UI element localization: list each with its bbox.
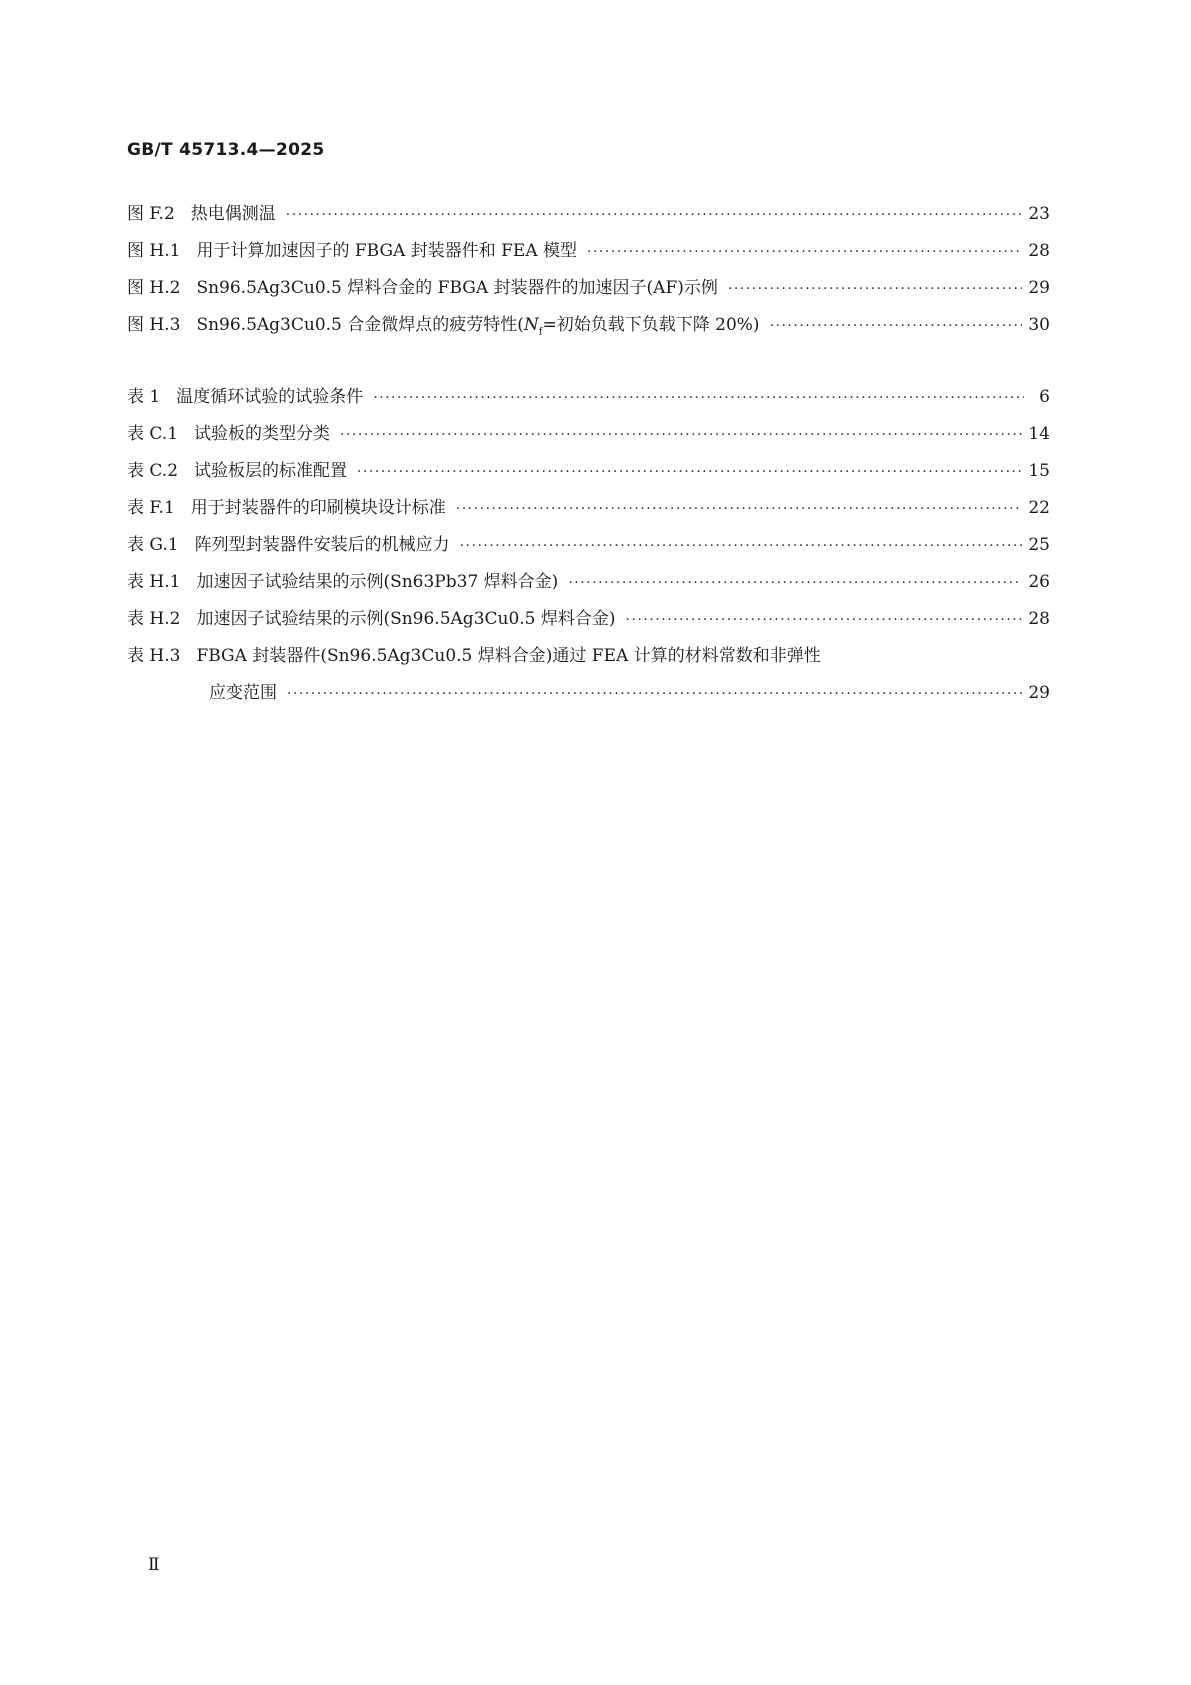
entry-label: 图 H.3 [127, 315, 181, 335]
entry-title: 阵列型封装器件安装后的机械应力 [194, 535, 450, 555]
entry-page: 26 [1028, 572, 1050, 592]
dot-leader [770, 308, 1023, 345]
dot-leader [456, 491, 1023, 528]
entry-title: Sn96.5Ag3Cu0.5 合金微焊点的疲劳特性($N_f=$初始负载下负载下降 20%) [196, 315, 760, 338]
entry-title: 热电偶测温 [190, 204, 276, 224]
dot-leader [287, 676, 1022, 713]
entry-label: 表 H.2 [127, 609, 181, 629]
toc-entry-table-h3-continuation[interactable] [127, 675, 1050, 712]
entry-label: 表 C.1 [127, 424, 179, 444]
entry-page: 6 [1039, 387, 1050, 407]
standard-code: GB/T 45713.4—2025 [127, 140, 325, 160]
page-number: Ⅱ [148, 1555, 160, 1575]
entry-label: 表 H.1 [127, 572, 181, 592]
toc-entry-figure-f2[interactable] [127, 196, 1050, 233]
dot-leader [626, 602, 1023, 639]
dot-leader [373, 380, 1024, 417]
list-of-figures [127, 196, 1050, 344]
entry-page: 15 [1028, 461, 1050, 481]
toc-entry-figure-h1[interactable] [127, 233, 1050, 270]
entry-label: 图 H.2 [127, 278, 181, 298]
entry-title: Sn96.5Ag3Cu0.5 焊料合金的 FBGA 封装器件的加速因子(AF)示例 [196, 278, 718, 298]
toc-entry-table-h2[interactable] [127, 601, 1050, 638]
toc-entry-figure-h3[interactable] [127, 307, 1050, 344]
entry-label: 表 H.3 [127, 646, 181, 666]
toc-entry-table-f1[interactable] [127, 490, 1050, 527]
list-of-tables [127, 379, 1050, 712]
dot-leader [460, 528, 1023, 565]
entry-page: 30 [1028, 315, 1050, 335]
entry-page: 28 [1028, 609, 1050, 629]
toc-entry-table-c2[interactable] [127, 453, 1050, 490]
dot-leader [587, 234, 1022, 271]
entry-label: 表 C.2 [127, 461, 179, 481]
entry-title: FBGA 封装器件(Sn96.5Ag3Cu0.5 焊料合金)通过 FEA 计算的材料常数和非弹性 [196, 646, 821, 666]
entry-page: 29 [1028, 683, 1050, 703]
entry-page: 29 [1028, 278, 1050, 298]
entry-label: 图 F.2 [127, 204, 175, 224]
dot-leader [340, 417, 1022, 454]
toc-entry-figure-h2[interactable] [127, 270, 1050, 307]
entry-title: 温度循环试验的试验条件 [176, 387, 364, 407]
entry-label: 图 H.1 [127, 241, 181, 261]
dot-leader [728, 271, 1022, 308]
entry-title: 加速因子试验结果的示例(Sn63Pb37 焊料合金) [196, 572, 559, 592]
toc-entry-table-1[interactable] [127, 379, 1050, 416]
toc-entry-table-h3[interactable] [127, 638, 1050, 675]
entry-page: 28 [1028, 241, 1050, 261]
entry-title: 试验板的类型分类 [194, 424, 331, 444]
entry-page: 22 [1028, 498, 1050, 518]
entry-label: 表 1 [127, 387, 161, 407]
entry-label: 表 G.1 [127, 535, 179, 555]
entry-title: 用于封装器件的印刷模块设计标准 [190, 498, 446, 518]
entry-title-continuation: 应变范围 [209, 683, 277, 703]
entry-title: 试验板层的标准配置 [194, 461, 348, 481]
entry-label: 表 F.1 [127, 498, 175, 518]
entry-page: 23 [1028, 204, 1050, 224]
entry-page: 25 [1028, 535, 1050, 555]
dot-leader [286, 197, 1023, 234]
entry-title: 用于计算加速因子的 FBGA 封装器件和 FEA 模型 [196, 241, 578, 261]
entry-title: 加速因子试验结果的示例(Sn96.5Ag3Cu0.5 焊料合金) [196, 609, 616, 629]
dot-leader [357, 454, 1022, 491]
entry-page: 14 [1028, 424, 1050, 444]
toc-entry-table-g1[interactable] [127, 527, 1050, 564]
dot-leader [568, 565, 1022, 602]
toc-entry-table-h1[interactable] [127, 564, 1050, 601]
toc-entry-table-c1[interactable] [127, 416, 1050, 453]
